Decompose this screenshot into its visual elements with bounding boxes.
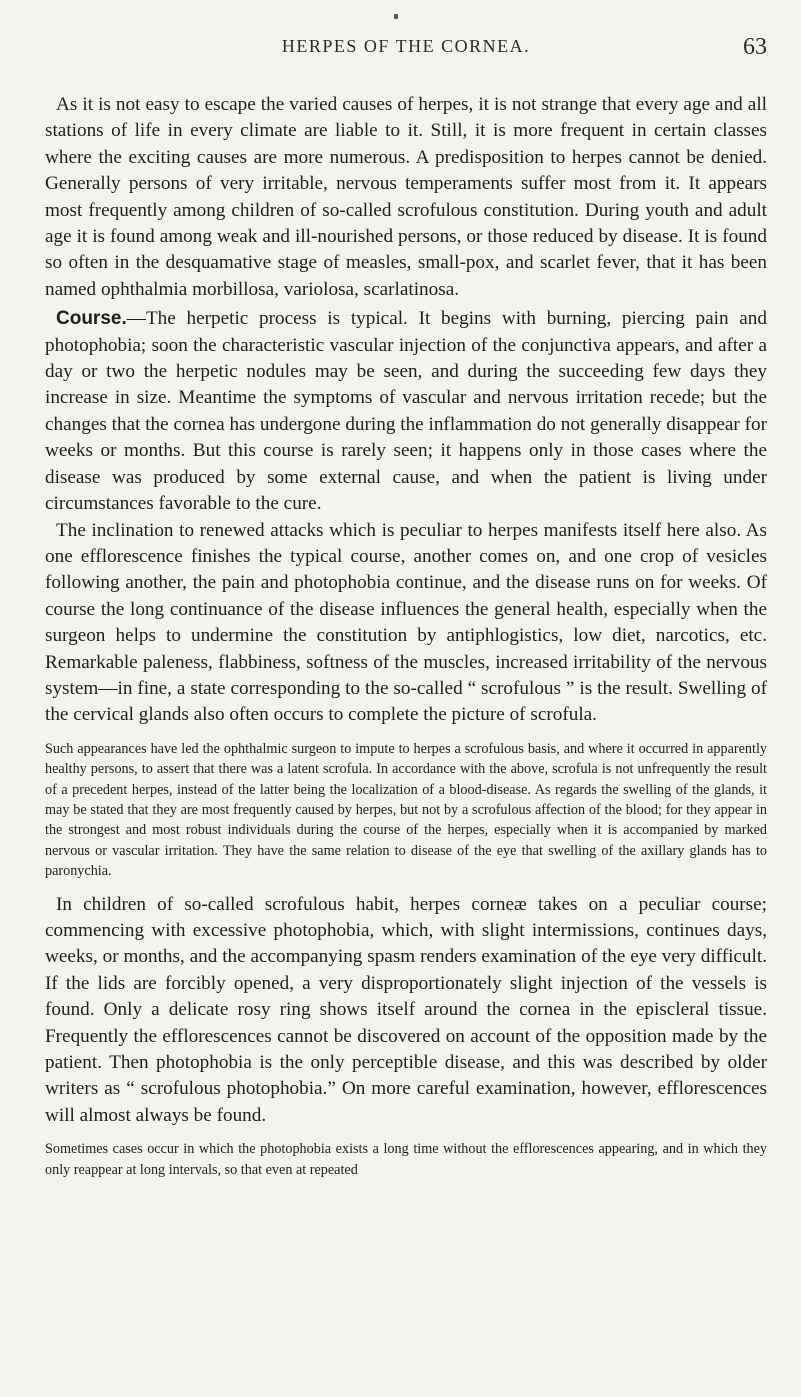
page-header [45,34,767,70]
page-body [45,92,767,1190]
section-heading-course: Course. [56,308,127,330]
print-speck [394,14,398,19]
paragraph-small-print-photophobia: Sometimes cases occur in which the photophobia exists a long time without the efflorescences appearing, and in which they only reappear at long intervals, so that even at repeated [45,1141,767,1178]
paragraph-course-text: —The herpetic process is typical. It begins with burning, piercing pain and photophobia; soon the characteristic vascular injection of the conjunctiva appears, and after a day or two the herpetic nodules may be seen, and during the succeeding few days they increase in size. Meantime the symptoms of vascular and nervous irritation recede; but the changes that the cornea has undergone during the inflammation do not generally disappear for weeks or months. But this course is rarely seen; it happens only in those cases where the disease was produced by some external cause, and when the patient is living under circumstances favorable to the cure. [45,308,767,515]
paragraph-scrofulous-children: In children of so-called scrofulous habit, herpes corneæ takes on a peculiar course; commencing with excessive photophobia, which, with slight intermissions, continues days, weeks, or months, and the accompanying spasm renders examination of the eye very difficult. If the lids are forcibly opened, a very disproportionately slight injection of the vessels is found. Only a delicate rosy ring shows itself around the cornea in the episcleral tissue. Frequently the efflorescences cannot be discovered on account of the opposition made by the patient. Then photophobia is the only perceptible disease, and this was described by older writers as “ scrofulous photophobia.” On more careful examination, however, efflorescences will almost always be found. [45,893,767,1126]
paragraph-renewed-attacks: The inclination to renewed attacks which is peculiar to herpes manifests itself here also. As one efflorescence finishes the typical course, another comes on, and one crop of vesicles following another, the pain and photophobia continue, and the disease runs on for weeks. Of course the long continuance of the disease influences the general health, especially when the surgeon helps to undermine the constitution by antiphlogistics, low diet, narcotics, etc. Remarkable paleness, flabbiness, softness of the muscles, increased irritability of the nervous system—in fine, a state corresponding to the so-called “ scrofulous ” is the result. Swelling of the cervical glands also often occurs to complete the picture of scrofula. [45,519,767,726]
paragraph-course [45,306,767,517]
page-number: 63 [743,34,767,60]
paragraph-small-print-scrofula: Such appearances have led the ophthalmic surgeon to impute to herpes a scrofulous basis, and where it occurred in apparently healthy persons, to assert that there was a latent scrofula. In accordance with the above, scrofula is not unfrequently the result of a precedent herpes, instead of the latter being the localization of a blood-disease. As regards the swelling of the glands, it may be stated that they are most frequently caused by herpes, but not by a scrofulous affection of the blood; for they appear in the strongest and most robust individuals during the course of the herpes, especially when it is accompanied by marked nervous or vascular irritation. They have the same relation to disease of the eye that swelling of the axillary glands has to paronychia. [45,740,767,880]
paragraph-predisposition: As it is not easy to escape the varied causes of herpes, it is not strange that every age and all stations of life in every climate are liable to it. Still, it is more frequent in certain classes where the exciting causes are more numerous. A predisposition to herpes cannot be denied. Generally persons of very irritable, nervous temperaments suffer most from it. It appears most frequently among children of so-called scrofulous constitution. During youth and adult age it is found among weak and ill-nourished persons, or those reduced by disease. It is found so often in the desquamative stage of measles, small-pox, and scarlet fever, that it has been named ophthalmia morbillosa, variolosa, scarlatinosa. [45,94,767,300]
running-title: HERPES OF THE CORNEA. [281,36,531,56]
